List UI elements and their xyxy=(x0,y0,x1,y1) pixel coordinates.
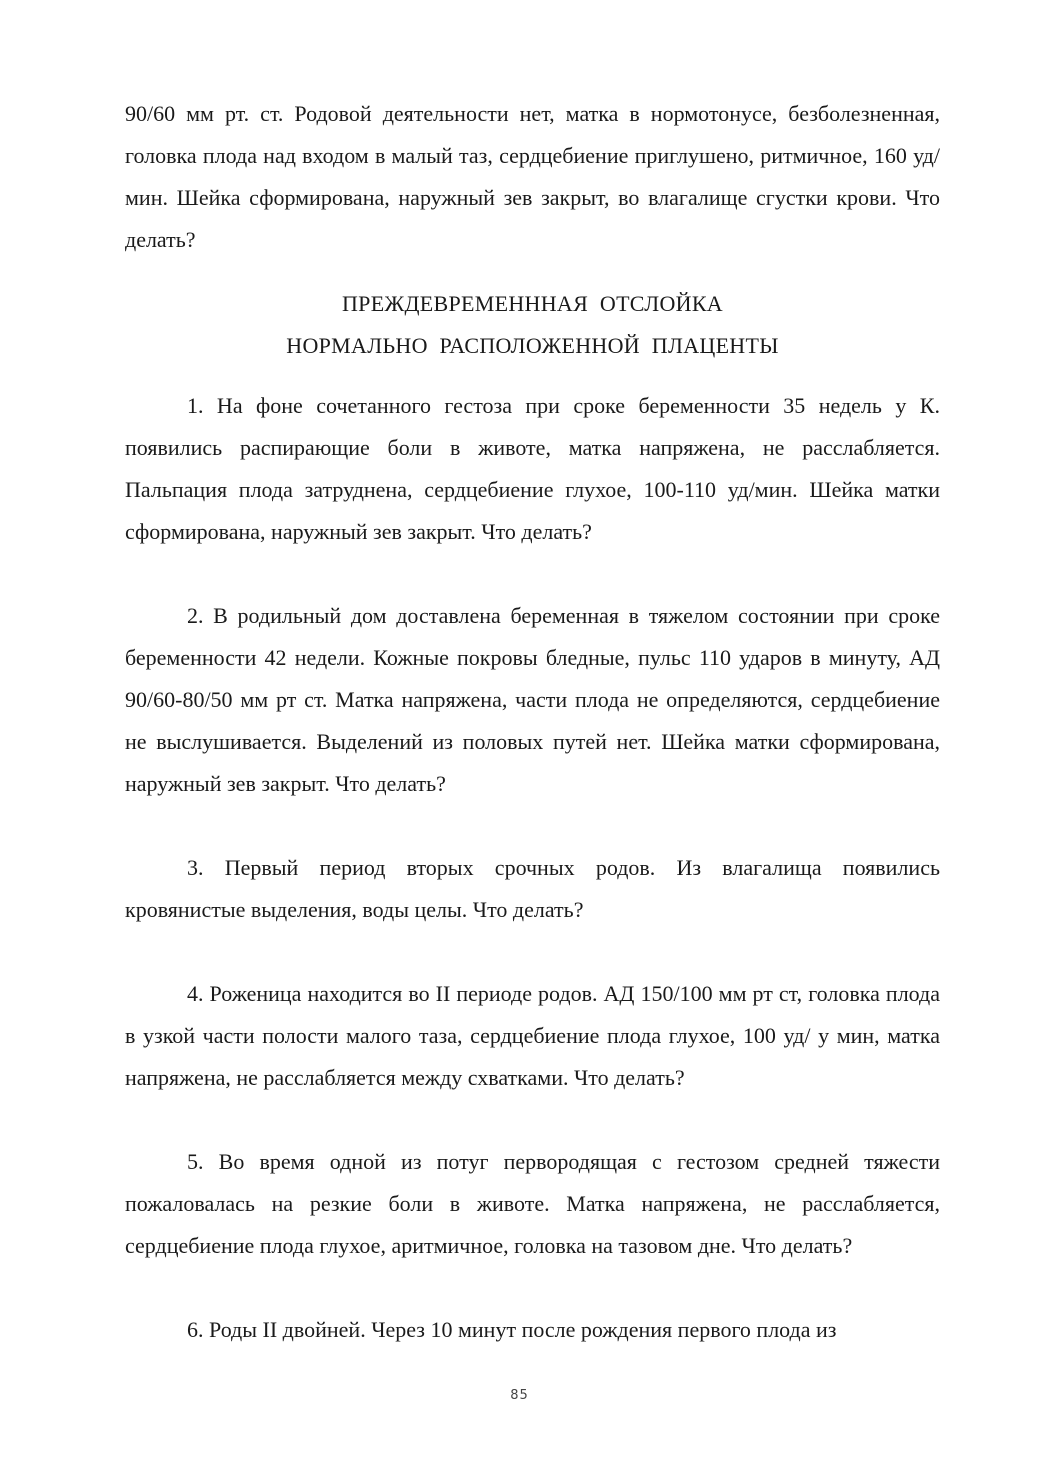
task-6: 6. Роды II двойней. Через 10 минут после рождения первого плода из xyxy=(187,1317,837,1342)
page-content xyxy=(125,93,940,1351)
spacer xyxy=(125,367,940,385)
spacer xyxy=(125,261,940,283)
task-5: 5. Во время одной из потуг первородящая с гестозом средней тяжести пожаловалась на резкие боли в животе. Матка напряжена, не расслабляется, сердцебиение плода глухое, аритмичное, головка на тазовом дне. Что делать? xyxy=(125,1149,940,1258)
spacer xyxy=(125,1099,940,1141)
section-title-line1: ПРЕЖДЕВРЕМЕНННАЯ ОТСЛОЙКА xyxy=(341,291,723,316)
spacer xyxy=(125,805,940,847)
page-number: 85 xyxy=(510,1388,529,1403)
spacer xyxy=(125,1267,940,1309)
task-2: 2. В родильный дом доставлена беременная в тяжелом состоянии при сроке беременности 42 недели. Кожные покровы бледные, пульс 110 ударов в минуту, АД 90/60-80/50 мм рт ст. Матка напряжена, части плода не определяются, сердцебиение не выслушивается. Выделений из половых путей нет. Шейка матки сформирована, наружный зев закрыт. Что делать? xyxy=(125,603,940,796)
intro-paragraph: 90/60 мм рт. ст. Родовой деятельности нет, матка в нормотонусе, безболезненная, головка плода над входом в малый таз, сердцебиение приглушено, ритмичное, 160 уд/мин. Шейка сформирована, наружный зев закрыт, во влагалище сгустки крови. Что делать? xyxy=(125,101,940,252)
task-1: 1. На фоне сочетанного гестоза при сроке беременности 35 недель у К. появились распирающие боли в животе, матка напряжена, не расслабляется. Пальпация плода затруднена, сердцебиение глухое, 100-110 уд/мин. Шейка матки сформирована, наружный зев закрыт. Что делать? xyxy=(125,393,940,544)
spacer xyxy=(125,931,940,973)
spacer xyxy=(125,553,940,595)
section-title-line2: НОРМАЛЬНО РАСПОЛОЖЕННОЙ ПЛАЦЕНТЫ xyxy=(286,333,779,358)
task-3: 3. Первый период вторых срочных родов. Из влагалища появились кровянистые выделения, воды целы. Что делать? xyxy=(125,855,940,922)
task-4: 4. Роженица находится во II периоде родов. АД 150/100 мм рт ст, головка плода в узкой части полости малого таза, сердцебиение плода глухое, 100 уд/ у мин, матка напряжена, не расслабляется между схватками. Что делать? xyxy=(125,981,940,1090)
